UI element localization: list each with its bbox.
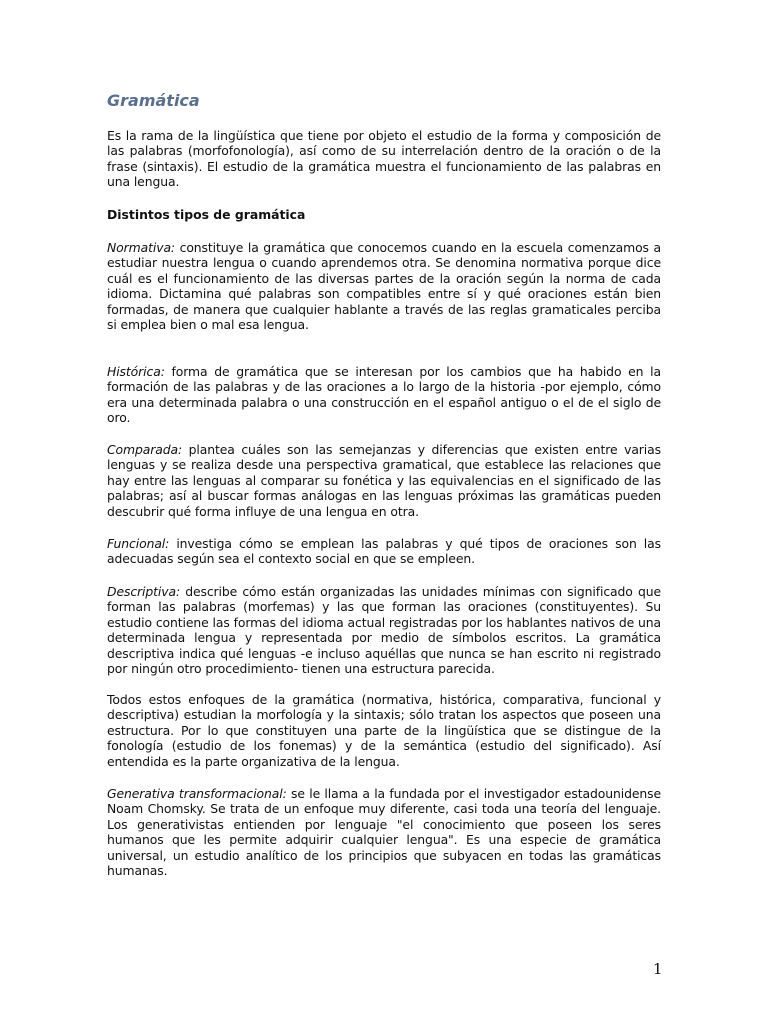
paragraph-generativa	[107, 786, 661, 878]
document-page	[107, 0, 661, 1024]
summary-paragraph: Todos estos enfoques de la gramática (normativa, histórica, comparativa, funcional y descriptiva) estudian la morfología y la sintaxis; sólo tratan los aspectos que poseen una estructura. Por lo que constituyen una parte de la lingüística que se distingue de la fonología (estudio de los fonemas) y de la semántica (estudio del significado). Así entendida es la parte organizativa de la lengua.	[107, 692, 661, 769]
intro-paragraph: Es la rama de la lingüística que tiene por objeto el estudio de la forma y composición de las palabras (morfofonología), así como de su interrelación dentro de la oración o de la frase (sintaxis). El estudio de la gramática muestra el funcionamiento de las palabras en una lengua.	[107, 128, 661, 190]
paragraph-descriptiva	[107, 584, 661, 676]
text-normativa: constituye la gramática que conocemos cuando en la escuela comenzamos a estudiar nuestra lengua o cuando aprendemos otra. Se denomina normativa porque dice cuál es el funcionamiento de las diversas partes de la oración según la norma de cada idioma. Dictamina qué palabras son compatibles entre sí y qué oraciones están bien formadas, de manera que cualquier hablante a través de las reglas gramaticales perciba si emplea bien o mal esa lengua.	[107, 240, 661, 333]
term-generativa: Generativa transformacional:	[107, 786, 287, 801]
paragraph-normativa	[107, 240, 661, 332]
term-historica: Histórica:	[107, 364, 165, 379]
page-number: 1	[653, 960, 663, 978]
document-title: Gramática	[107, 91, 200, 110]
paragraph-historica	[107, 364, 661, 426]
term-descriptiva: Descriptiva:	[107, 584, 181, 599]
section-subheading: Distintos tipos de gramática	[107, 207, 306, 222]
term-funcional: Funcional:	[107, 536, 170, 551]
text-generativa: se le llama a la fundada por el investigador estadounidense Noam Chomsky. Se trata de un enfoque muy diferente, casi toda una teoría del lenguaje. Los generativistas entienden por lenguaje "el conocimiento que poseen los seres humanos que les permite adquirir cualquier lengua". Es una especie de gramática universal, un estudio analítico de los principios que subyacen en todas las gramáticas humanas.	[107, 786, 661, 879]
text-historica: forma de gramática que se interesan por los cambios que ha habido en la formación de las palabras y de las oraciones a lo largo de la historia -por ejemplo, cómo era una determinada palabra o una construcción en el español antiguo o el de el siglo de oro.	[107, 364, 661, 426]
term-normativa: Normativa:	[107, 240, 176, 255]
text-funcional: investiga cómo se emplean las palabras y qué tipos de oraciones son las adecuadas según sea el contexto social en que se empleen.	[107, 536, 661, 567]
text-descriptiva: describe cómo están organizadas las unidades mínimas con significado que forman las palabras (morfemas) y las que forman las oraciones (constituyentes). Su estudio contiene las formas del idioma actual registradas por los hablantes nativos de una determinada lengua y representada por medio de símbolos escritos. La gramática descriptiva indica qué lenguas -e incluso aquéllas que nunca se han escrito ni registrado por ningún otro procedimiento- tienen una estructura parecida.	[107, 584, 661, 677]
paragraph-funcional	[107, 536, 661, 567]
text-comparada: plantea cuáles son las semejanzas y diferencias que existen entre varias lenguas y se realiza desde una perspectiva gramatical, que establece las relaciones que hay entre las lenguas al comparar su fonética y las equivalencias en el significado de las palabras; así al buscar formas análogas en las lenguas próximas las gramáticas pueden descubrir qué forma influye de una lengua en otra.	[107, 442, 661, 519]
term-comparada: Comparada:	[107, 442, 183, 457]
paragraph-comparada	[107, 442, 661, 519]
